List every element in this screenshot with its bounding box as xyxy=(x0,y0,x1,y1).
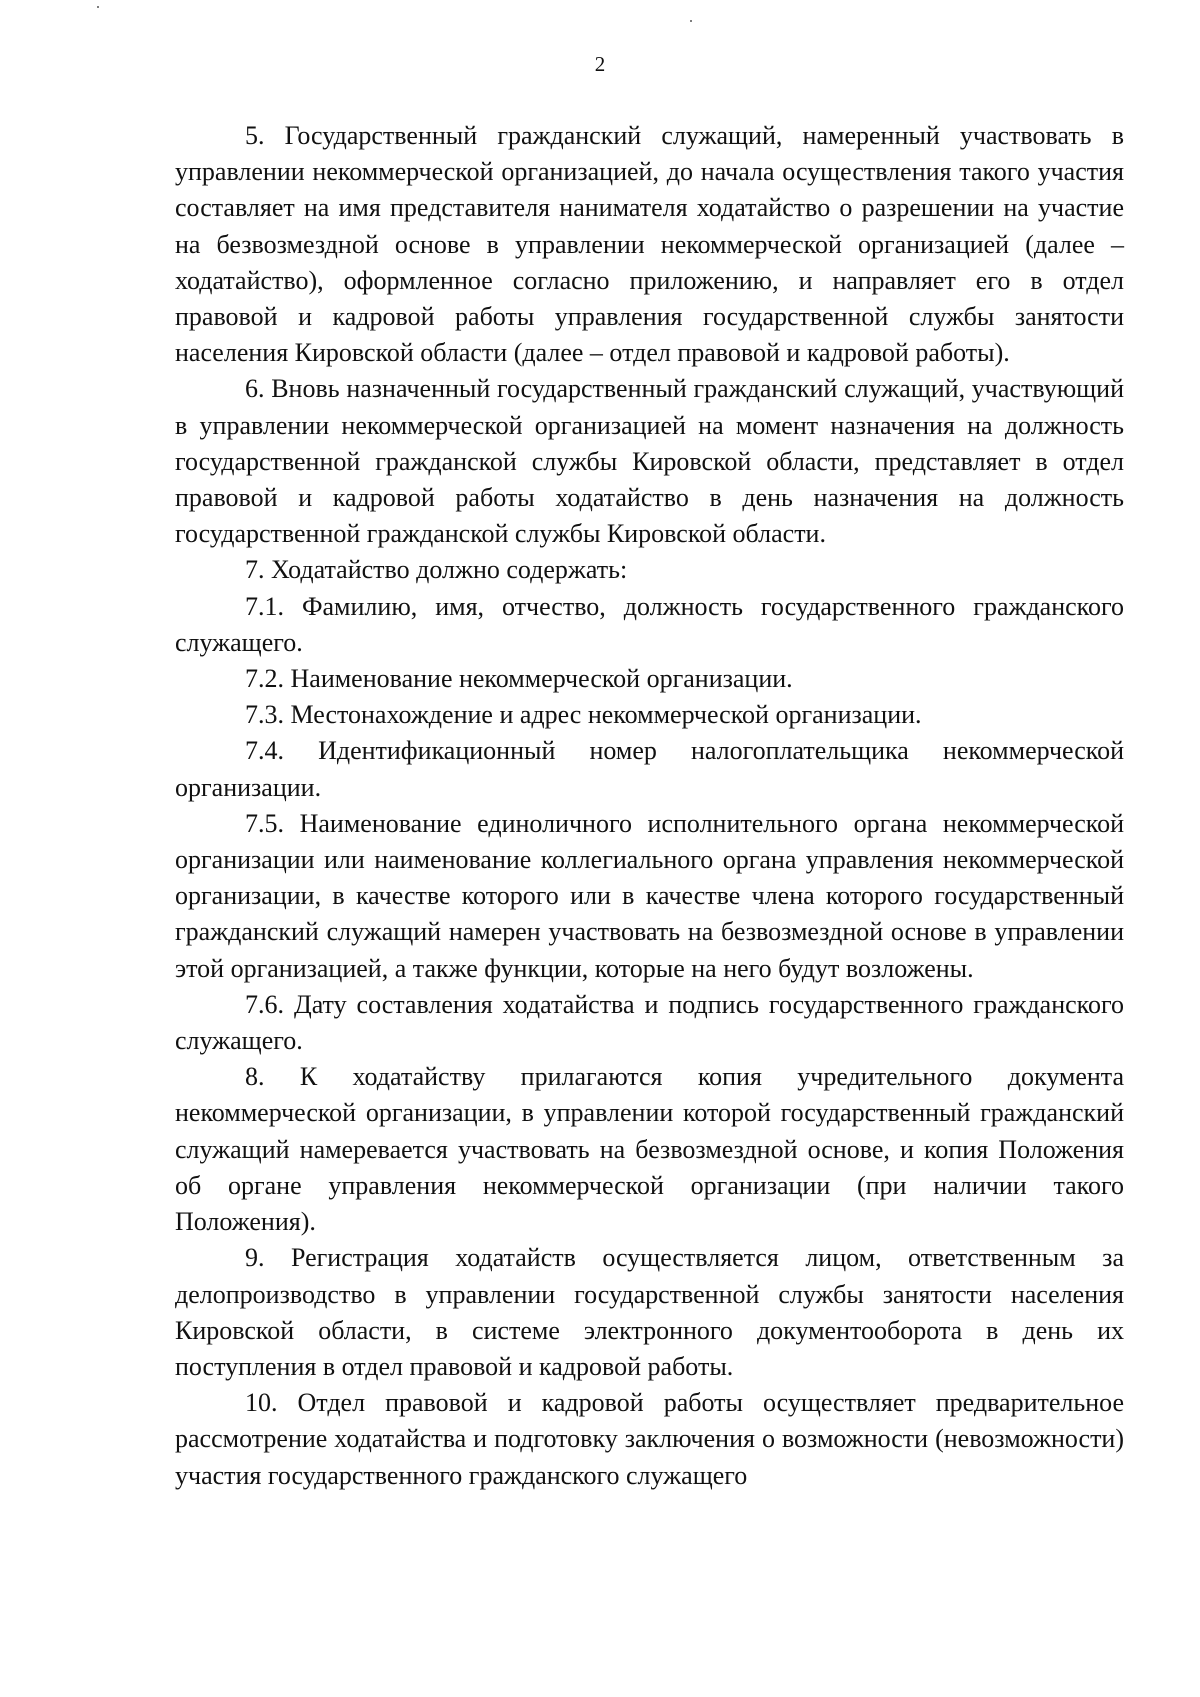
scan-speck xyxy=(97,6,99,8)
scan-speck xyxy=(690,20,692,22)
paragraph-10: 10. Отдел правовой и кадровой работы осуществляет предварительное рассмотрение ходатайства и подготовку заключения о возможности (невозможности) участия государственного гражданского служащего xyxy=(175,1388,1124,1490)
paragraph-7-2: 7.2. Наименование некоммерческой организации. xyxy=(245,664,793,694)
paragraph-7-6: 7.6. Дату составления ходатайства и подпись государственного гражданского служащего. xyxy=(175,989,1124,1056)
paragraph-6: 6. Вновь назначенный государственный гражданский служащий, участвующий в управлении некоммерческой организацией на момент назначения на должность государственной гражданской службы Кировской области, представляет в отдел правовой и кадровой работы ходатайство в день назначения на должность государственной гражданской службы Кировской области. xyxy=(175,374,1124,549)
paragraph-7-4: 7.4. Идентификационный номер налогоплательщика некоммерческой организации. xyxy=(175,736,1124,802)
paragraph-9: 9. Регистрация ходатайств осуществляется лицом, ответственным за делопроизводство в управлении государственной службы занятости населения Кировской области, в системе электронного документооборота в день их поступления в отдел правовой и кадровой работы. xyxy=(175,1243,1124,1381)
paragraph-7-5: 7.5. Наименование единоличного исполнительного органа некоммерческой организации или наименование коллегиального органа управления некоммерческой организации, в качестве которого или в качестве члена которого государственный гражданский служащий намерен участвовать на безвозмездной основе в управлении этой организацией, а также функции, которые на него будут возложены. xyxy=(175,808,1124,983)
paragraph-8: 8. К ходатайству прилагаются копия учредительного документа некоммерческой организации, в управлении которой государственный гражданский служащий намеревается участвовать на безвозмездной основе, и копия Положения об органе управления некоммерческой организации (при наличии такого Положения). xyxy=(175,1062,1124,1237)
document-body xyxy=(175,118,1124,1494)
paragraph-7-1: 7.1. Фамилию, имя, отчество, должность государственного гражданского служащего. xyxy=(175,591,1124,657)
paragraph-5: 5. Государственный гражданский служащий, намеренный участвовать в управлении некоммерческой организацией, до начала осуществления такого участия составляет на имя представителя нанимателя ходатайство о разрешении на участие на безвозмездной основе в управлении некоммерческой организацией (далее – ходатайство), оформленное согласно приложению, и направляет его в отдел правовой и кадровой работы управления государственной службы занятости населения Кировской области (далее – отдел правовой и кадровой работы). xyxy=(175,121,1124,368)
paragraph-7: 7. Ходатайство должно содержать: xyxy=(245,555,628,585)
page-number: 2 xyxy=(594,52,606,76)
paragraph-7-3: 7.3. Местонахождение и адрес некоммерческой организации. xyxy=(245,700,922,730)
